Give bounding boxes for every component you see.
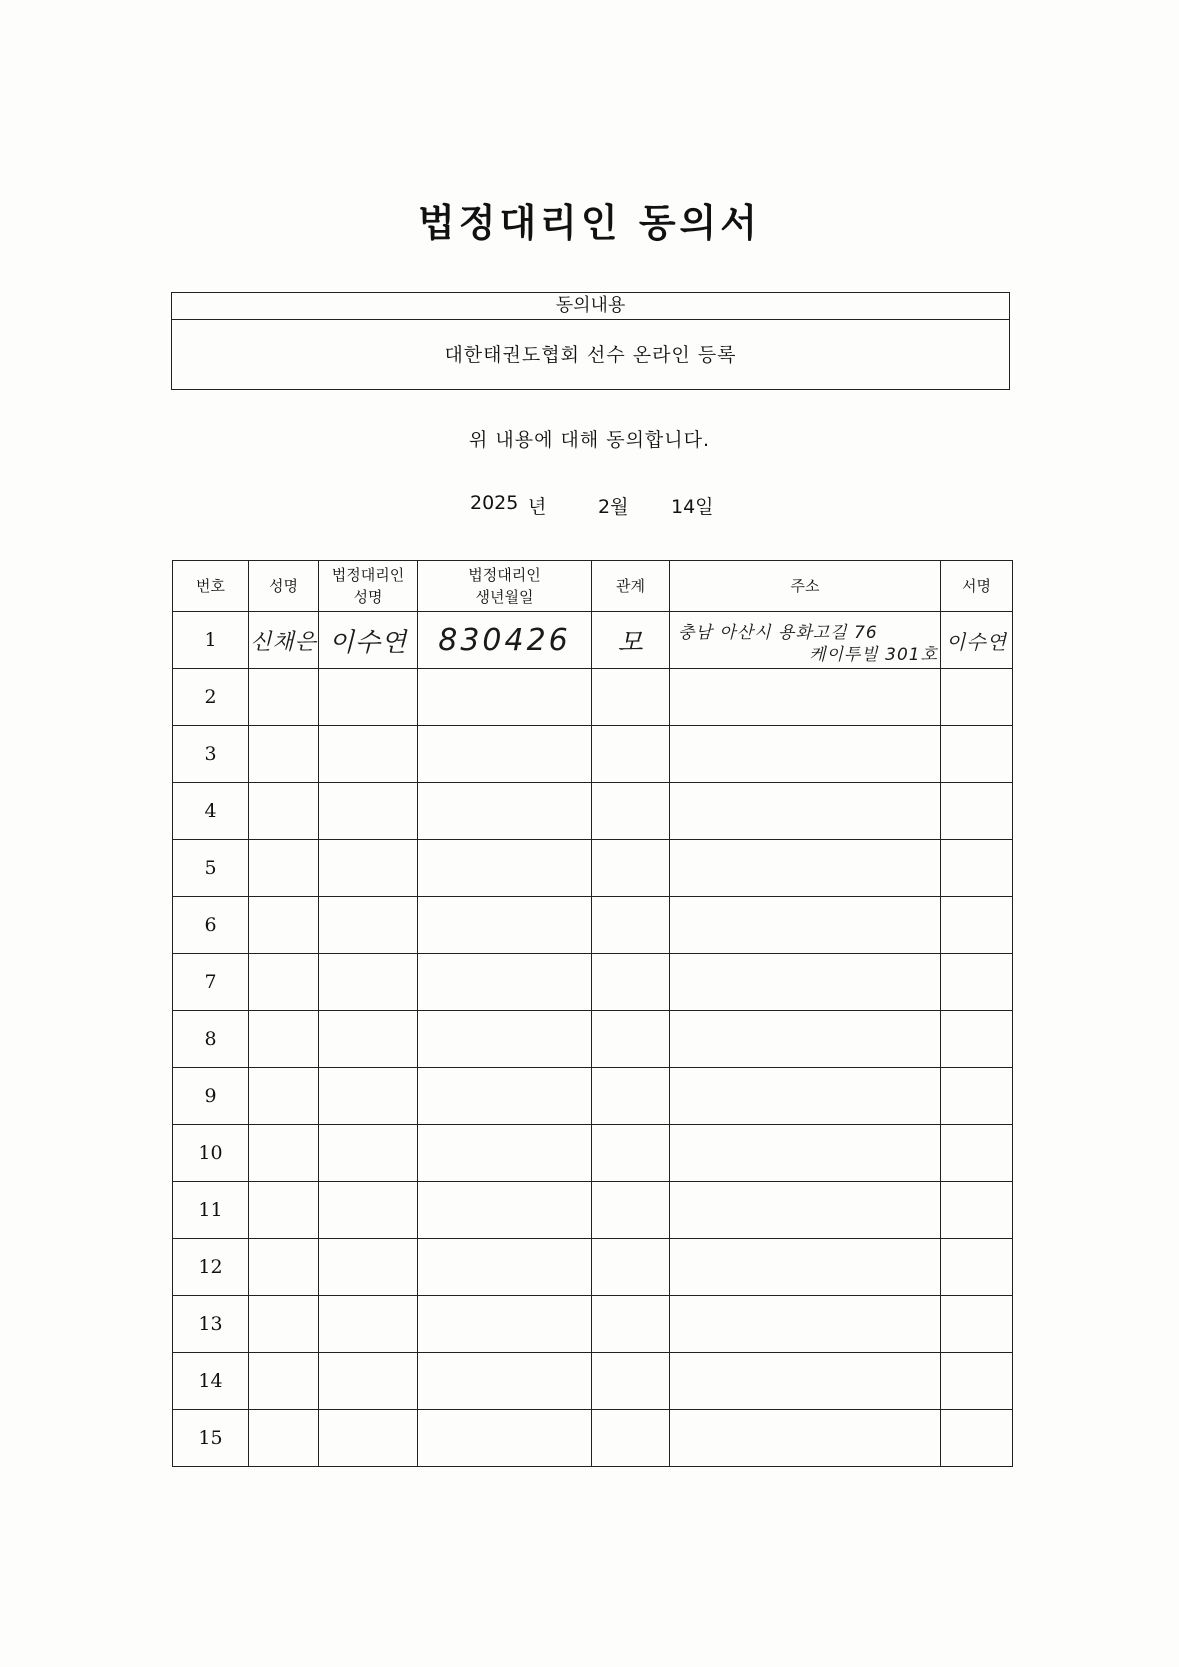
table-row [173, 1068, 1013, 1125]
cell-name[interactable] [249, 1068, 319, 1125]
table-row [173, 669, 1013, 726]
table-row [173, 1353, 1013, 1410]
cell-relation[interactable] [592, 1182, 670, 1239]
cell-no: 11 [173, 1182, 249, 1239]
table-row [173, 954, 1013, 1011]
cell-relation[interactable] [592, 783, 670, 840]
document-title: 법정대리인 동의서 [418, 201, 761, 245]
cell-relation[interactable] [592, 1125, 670, 1182]
table-row [173, 1182, 1013, 1239]
cell-guardian-birth[interactable] [418, 840, 592, 897]
cell-address[interactable] [670, 897, 941, 954]
cell-signature[interactable] [941, 1011, 1013, 1068]
cell-address[interactable] [670, 1296, 941, 1353]
cell-guardian-birth[interactable] [418, 783, 592, 840]
cell-name[interactable] [249, 1353, 319, 1410]
cell-guardian-birth[interactable] [418, 726, 592, 783]
cell-no: 8 [173, 1011, 249, 1068]
cell-guardian-birth[interactable] [418, 669, 592, 726]
header-guardian-name-line2: 성명 [353, 588, 383, 606]
table-row [173, 1410, 1013, 1467]
header-guardian-birth [418, 561, 592, 612]
table-row [173, 1296, 1013, 1353]
cell-no: 2 [173, 669, 249, 726]
handwritten-guardian-birth: 830426 [438, 622, 571, 658]
cell-relation [592, 612, 670, 669]
cell-guardian-birth[interactable] [418, 1239, 592, 1296]
cell-guardian-birth[interactable] [418, 1410, 592, 1467]
header-relation: 관계 [592, 561, 670, 612]
header-no: 번호 [173, 561, 249, 612]
cell-relation[interactable] [592, 1239, 670, 1296]
cell-signature[interactable] [941, 1125, 1013, 1182]
cell-relation[interactable] [592, 1410, 670, 1467]
cell-address[interactable] [670, 954, 941, 1011]
table-row [173, 726, 1013, 783]
date-year: 2025 [470, 492, 519, 514]
table-row [173, 783, 1013, 840]
cell-no: 12 [173, 1239, 249, 1296]
cell-guardian-name[interactable] [319, 1125, 418, 1182]
cell-signature[interactable] [941, 1410, 1013, 1467]
cell-guardian-name[interactable] [319, 840, 418, 897]
table-row [173, 612, 1013, 669]
cell-name[interactable] [249, 726, 319, 783]
cell-relation[interactable] [592, 1296, 670, 1353]
consent-content: 대한태권도협회 선수 온라인 등록 [444, 344, 737, 366]
date-day: 14일 [671, 496, 714, 518]
cell-no: 5 [173, 840, 249, 897]
handwritten-signature: 이수연 [946, 629, 1007, 654]
cell-guardian-birth[interactable] [418, 954, 592, 1011]
cell-address[interactable] [670, 726, 941, 783]
header-guardian-name [319, 561, 418, 612]
header-name: 성명 [249, 561, 319, 612]
handwritten-name: 신채은 [250, 629, 317, 655]
cell-no: 10 [173, 1125, 249, 1182]
table-row [173, 1239, 1013, 1296]
cell-relation[interactable] [592, 1068, 670, 1125]
cell-name[interactable] [249, 1296, 319, 1353]
cell-guardian-birth [418, 612, 592, 669]
consent-box [171, 292, 1010, 390]
cell-address[interactable] [670, 1068, 941, 1125]
cell-relation[interactable] [592, 1353, 670, 1410]
cell-name[interactable] [249, 783, 319, 840]
cell-guardian-name[interactable] [319, 669, 418, 726]
cell-address[interactable] [670, 1239, 941, 1296]
cell-guardian-name [319, 612, 418, 669]
header-signature: 서명 [941, 561, 1013, 612]
cell-guardian-name[interactable] [319, 1296, 418, 1353]
cell-name[interactable] [249, 1125, 319, 1182]
cell-relation[interactable] [592, 897, 670, 954]
date-month: 2월 [598, 496, 629, 518]
cell-name[interactable] [249, 1182, 319, 1239]
cell-name[interactable] [249, 954, 319, 1011]
cell-signature[interactable] [941, 840, 1013, 897]
cell-guardian-name[interactable] [319, 954, 418, 1011]
cell-address[interactable] [670, 1353, 941, 1410]
cell-guardian-birth[interactable] [418, 1296, 592, 1353]
handwritten-address-line1: 충남 아산시 용화고길 76 [678, 623, 878, 643]
table-header-row [173, 561, 1013, 612]
table-row [173, 1011, 1013, 1068]
cell-relation[interactable] [592, 726, 670, 783]
cell-guardian-name[interactable] [319, 1068, 418, 1125]
table-row [173, 897, 1013, 954]
cell-guardian-name[interactable] [319, 1011, 418, 1068]
cell-no: 9 [173, 1068, 249, 1125]
cell-address [670, 612, 941, 669]
cell-guardian-birth[interactable] [418, 1125, 592, 1182]
cell-signature[interactable] [941, 1296, 1013, 1353]
cell-name[interactable] [249, 1239, 319, 1296]
cell-relation[interactable] [592, 1011, 670, 1068]
cell-address[interactable] [670, 1182, 941, 1239]
cell-name[interactable] [249, 1410, 319, 1467]
cell-address[interactable] [670, 783, 941, 840]
cell-guardian-name[interactable] [319, 1239, 418, 1296]
cell-signature[interactable] [941, 783, 1013, 840]
cell-name[interactable] [249, 669, 319, 726]
cell-address[interactable] [670, 669, 941, 726]
cell-signature[interactable] [941, 726, 1013, 783]
cell-address[interactable] [670, 1410, 941, 1467]
cell-guardian-birth[interactable] [418, 1353, 592, 1410]
table-row [173, 840, 1013, 897]
cell-address[interactable] [670, 840, 941, 897]
header-guardian-birth-line1: 법정대리인 [468, 566, 541, 584]
cell-address[interactable] [670, 1125, 941, 1182]
cell-signature[interactable] [941, 669, 1013, 726]
cell-signature [941, 612, 1013, 669]
cell-name[interactable] [249, 840, 319, 897]
cell-no: 13 [173, 1296, 249, 1353]
handwritten-guardian-name: 이수연 [328, 627, 408, 658]
cell-signature[interactable] [941, 954, 1013, 1011]
header-address: 주소 [670, 561, 941, 612]
cell-name[interactable] [249, 1011, 319, 1068]
cell-signature[interactable] [941, 1239, 1013, 1296]
cell-guardian-birth[interactable] [418, 1068, 592, 1125]
cell-signature[interactable] [941, 1182, 1013, 1239]
cell-guardian-name[interactable] [319, 1182, 418, 1239]
consent-header: 동의내용 [172, 293, 1009, 320]
handwritten-address-line2: 케이투빌 301호 [809, 645, 938, 665]
cell-name [249, 612, 319, 669]
handwritten-relation: 모 [617, 627, 644, 658]
header-guardian-name-line1: 법정대리인 [331, 566, 405, 584]
cell-signature[interactable] [941, 897, 1013, 954]
cell-relation[interactable] [592, 954, 670, 1011]
cell-guardian-birth[interactable] [418, 897, 592, 954]
cell-relation[interactable] [592, 669, 670, 726]
cell-no: 15 [173, 1410, 249, 1467]
cell-address[interactable] [670, 1011, 941, 1068]
registration-table [172, 560, 1013, 1467]
table-row [173, 1125, 1013, 1182]
cell-no: 1 [173, 612, 249, 669]
cell-relation[interactable] [592, 840, 670, 897]
cell-guardian-name[interactable] [319, 897, 418, 954]
agreement-text: 위 내용에 대해 동의합니다. [468, 429, 711, 451]
cell-guardian-name[interactable] [319, 1410, 418, 1467]
date-year-unit: 년 [528, 496, 547, 518]
cell-guardian-birth[interactable] [418, 1011, 592, 1068]
cell-no: 4 [173, 783, 249, 840]
header-guardian-birth-line2: 생년월일 [475, 588, 534, 606]
cell-guardian-name[interactable] [319, 726, 418, 783]
cell-name[interactable] [249, 897, 319, 954]
cell-signature[interactable] [941, 1353, 1013, 1410]
cell-guardian-name[interactable] [319, 783, 418, 840]
cell-guardian-name[interactable] [319, 1353, 418, 1410]
cell-no: 14 [173, 1353, 249, 1410]
cell-no: 7 [173, 954, 249, 1011]
cell-no: 3 [173, 726, 249, 783]
cell-signature[interactable] [941, 1068, 1013, 1125]
cell-guardian-birth[interactable] [418, 1182, 592, 1239]
cell-no: 6 [173, 897, 249, 954]
